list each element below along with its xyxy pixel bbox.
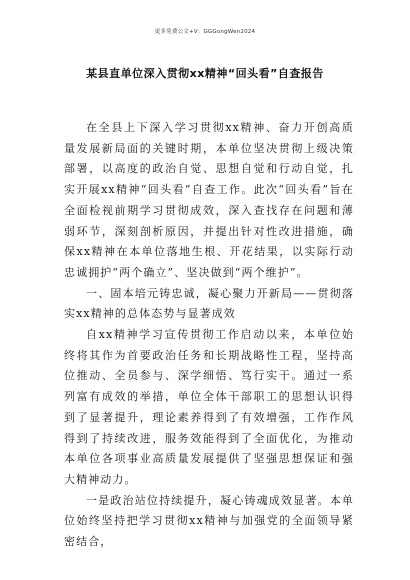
- document-body: [64, 118, 354, 553]
- header-note: 更多免费公文+V：GGGongWen2024: [154, 29, 256, 35]
- intro-paragraph: 在全县上下深入学习贯彻xx精神、奋力开创高质量发展新局面的关键时期，本单位坚决贯彻上级决策部署，以高度的政治自觉、思想自觉和行动自觉，扎实开展xx精神“回头看”自查工作。此次“回头看”旨在全面检视前期学习贯彻成效，深入查找存在问题和薄弱环节，深刻剖析原因，并提出针对性改进措施，确保xx精神在本单位落地生根、开花结果，以实际行动忠诚拥护“两个确立”、坚决做到“两个维护”。: [64, 121, 354, 279]
- point-paragraph: 一是政治站位持续提升，凝心铸魂成效显著。本单位始终坚持把学习贯彻xx精神与加强党的全面领导紧密结合，: [64, 493, 354, 549]
- section-heading: 一、固本培元铸忠诚，凝心聚力开新局——贯彻落实xx精神的总体态势与显著成效: [64, 286, 354, 321]
- document-title: 某县直单位深入贯彻xx精神“回头看”自查报告: [86, 67, 324, 80]
- section-paragraph: 自xx精神学习宣传贯彻工作启动以来，本单位始终将其作为首要政治任务和长期战略性工程，坚持高位推动、全员参与、深学细悟、笃行实干。通过一系列富有成效的举措，单位全体干部职工的思想认识得到了显著提升，理论素养得到了有效增强，工作作风得到了持续改进，服务效能得到了全面优化，为推动本单位各项事业高质量发展提供了坚强思想保证和强大精神动力。: [64, 328, 354, 486]
